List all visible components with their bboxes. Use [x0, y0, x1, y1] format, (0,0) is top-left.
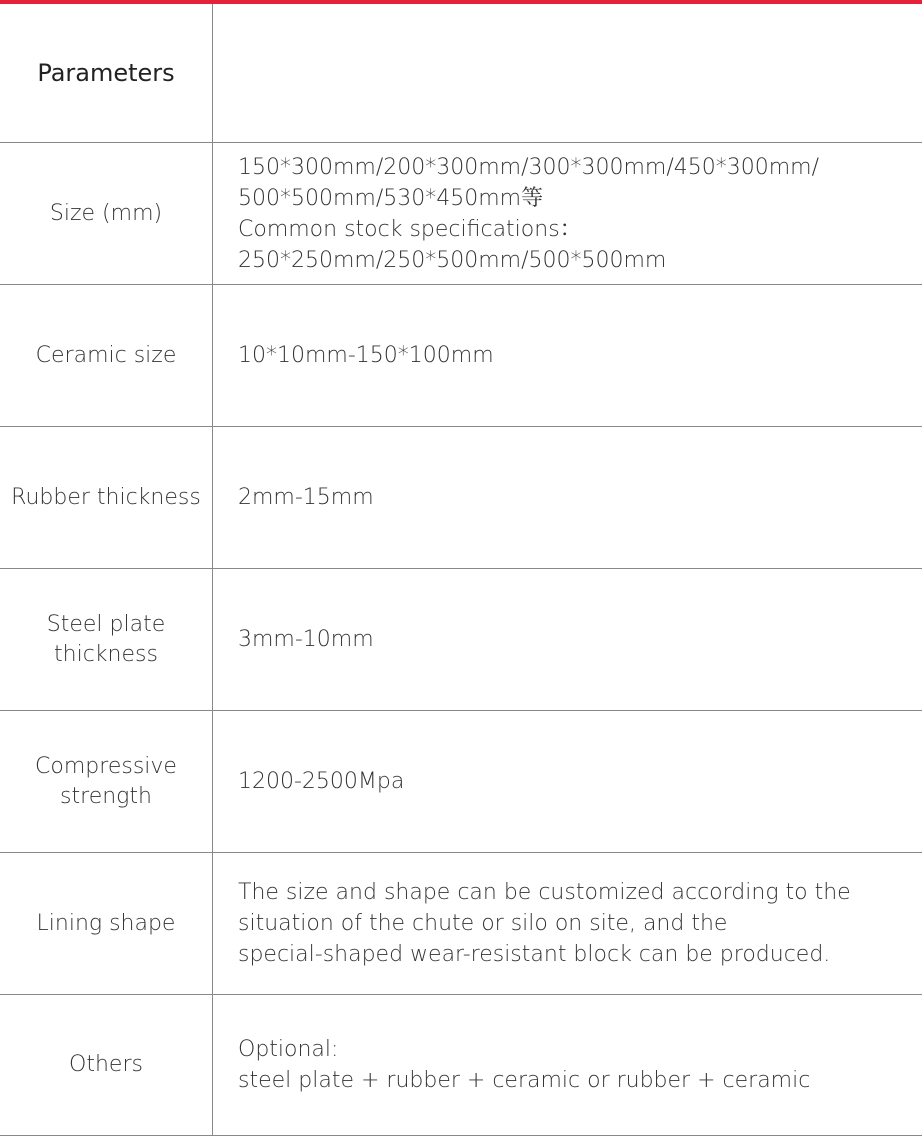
value-line: 500*500mm/530*450mm等 [238, 185, 544, 211]
value-line: 2mm-15mm [238, 485, 374, 510]
row-label [0, 853, 212, 994]
row-value [238, 711, 902, 852]
row-value [238, 853, 902, 994]
row-value [238, 285, 902, 426]
table-header-row [0, 4, 922, 143]
value-line: 150*300mm/200*300mm/300*300mm/450*300mm/ [238, 154, 820, 180]
row-label [0, 427, 212, 568]
row-label [0, 995, 212, 1135]
table-row-size [0, 143, 922, 285]
table-row-steel-plate-thickness [0, 569, 922, 711]
value-line: special-shaped wear-resistant block can be produced. [238, 942, 831, 967]
value-line: The size and shape can be customized according to the [238, 880, 851, 905]
column-divider [212, 4, 213, 1135]
label-line: strength [60, 783, 152, 809]
row-value [238, 569, 902, 710]
label-line: Lining shape [36, 910, 176, 936]
row-label [0, 285, 212, 426]
row-label [0, 569, 212, 710]
label-line: Rubber thickness [11, 484, 201, 510]
label-line: thickness [54, 641, 158, 667]
row-label [0, 711, 212, 852]
table-row-others [0, 995, 922, 1136]
value-line: 1200-2500Mpa [238, 769, 405, 794]
label-line: Others [69, 1052, 143, 1077]
value-line: Optional: [238, 1037, 339, 1062]
label-line: Ceramic size [35, 342, 177, 368]
value-line: 10*10mm-150*100mm [238, 343, 494, 368]
row-value [238, 427, 902, 568]
value-line: 250*250mm/250*500mm/500*500mm [238, 247, 667, 273]
table-row-ceramic-size [0, 285, 922, 427]
header-value [238, 4, 902, 142]
row-label [0, 143, 212, 284]
table-row-lining-shape [0, 853, 922, 995]
row-value [238, 995, 902, 1135]
header-label: Parameters [37, 59, 175, 87]
value-line: Common stock specifications： [238, 216, 582, 242]
label-line: Steel plate [46, 611, 166, 637]
value-line: 3mm-10mm [238, 627, 374, 652]
table-row-compressive-strength [0, 711, 922, 853]
value-line: steel plate + rubber + ceramic or rubber + ceramic [238, 1068, 811, 1093]
row-value [238, 143, 902, 284]
label-line: Size (mm) [49, 200, 163, 226]
table-row-rubber-thickness [0, 427, 922, 569]
value-line: situation of the chute or silo on site, and the [238, 911, 728, 936]
label-line: Compressive [35, 753, 177, 779]
